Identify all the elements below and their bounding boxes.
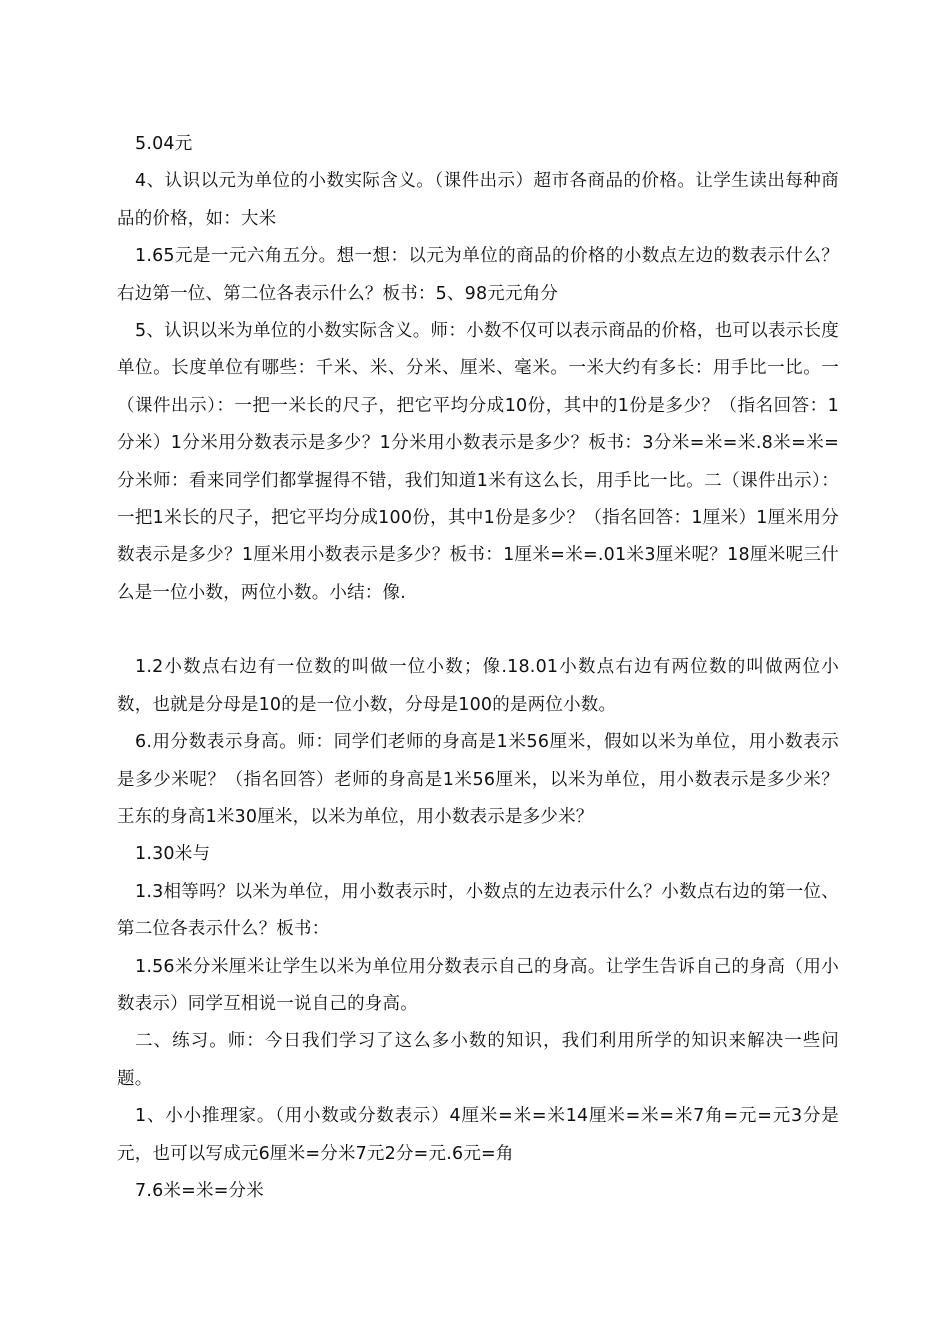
paragraph-price-5-04: 5.04元 (135, 134, 193, 154)
paragraph-7-6-meter: 7.6米=米=分米 (135, 1180, 264, 1201)
paragraph-decimal-places: 1.2小数点右边有一位数的叫做一位小数；像.18.01小数点右边有两位数的叫做两位小数，也就是分母是10的是一位小数，分母是100的是两位小数。 (117, 657, 839, 715)
paragraph-height-fraction: 6.用分数表示身高。师：同学们老师的身高是1米56厘米，假如以米为单位，用小数表示是多少米呢？（指名回答）老师的身高是1米56厘米，以米为单位，用小数表示是多少米？王东的身高1米30厘米，以米为单位，用小数表示是多少米？ (117, 732, 839, 827)
paragraph-yuan-meaning: 4、认识以元为单位的小数实际含义。（课件出示）超市各商品的价格。让学生读出每种商品的价格，如：大米 (117, 171, 839, 229)
paragraph-practice: 二、练习。师：今日我们学习了这么多小数的知识，我们利用所学的知识来解决一些问题。 (117, 1031, 839, 1089)
paragraph-1-56-meter: 1.56米分米厘米让学生以米为单位用分数表示自己的身高。让学生告诉自己的身高（用小数表示）同学互相说一说自己的身高。 (117, 956, 839, 1014)
document-body (117, 126, 839, 1210)
paragraph-gap (117, 612, 839, 649)
paragraph-1-65-yuan: 1.65元是一元六角五分。想一想：以元为单位的商品的价格的小数点左边的数表示什么？右边第一位、第二位各表示什么？板书：5、98元元角分 (117, 246, 839, 304)
paragraph-reasoning: 1、小小推理家。（用小数或分数表示）4厘米=米=米14厘米=米=米7角=元=元3分是元，也可以写成元6厘米=分米7元2分=元.6元=角 (117, 1106, 839, 1164)
paragraph-1-3-equal: 1.3相等吗？以米为单位，用小数表示时，小数点的左边表示什么？小数点右边的第一位、第二位各表示什么？板书： (117, 881, 839, 940)
paragraph-meter-meaning: 5、认识以米为单位的小数实际含义。师：小数不仅可以表示商品的价格，也可以表示长度单位。长度单位有哪些：千米、米、分米、厘米、毫米。一米大约有多长：用手比一比。一（课件出示）：一把一米长的尺子，把它平均分成10份，其中的1份是多少？（指名回答：1分米）1分米用分数表示是多少？1分米用小数表示是多少？板书：3分米=米=米.8米=米=分米师：看来同学们都掌握得不错，我们知道1米有这么长，用手比一比。二（课件出示）：一把1米长的尺子，把它平均分成100份，其中1份是多少？（指名回答：1厘米）1厘米用分数表示是多少？1厘米用小数表示是多少？板书：1厘米=米=.01米3厘米呢？18厘米呢三什么是一位小数，两位小数。小结：像. (117, 321, 839, 603)
paragraph-1-30-meter: 1.30米与 (135, 844, 211, 865)
